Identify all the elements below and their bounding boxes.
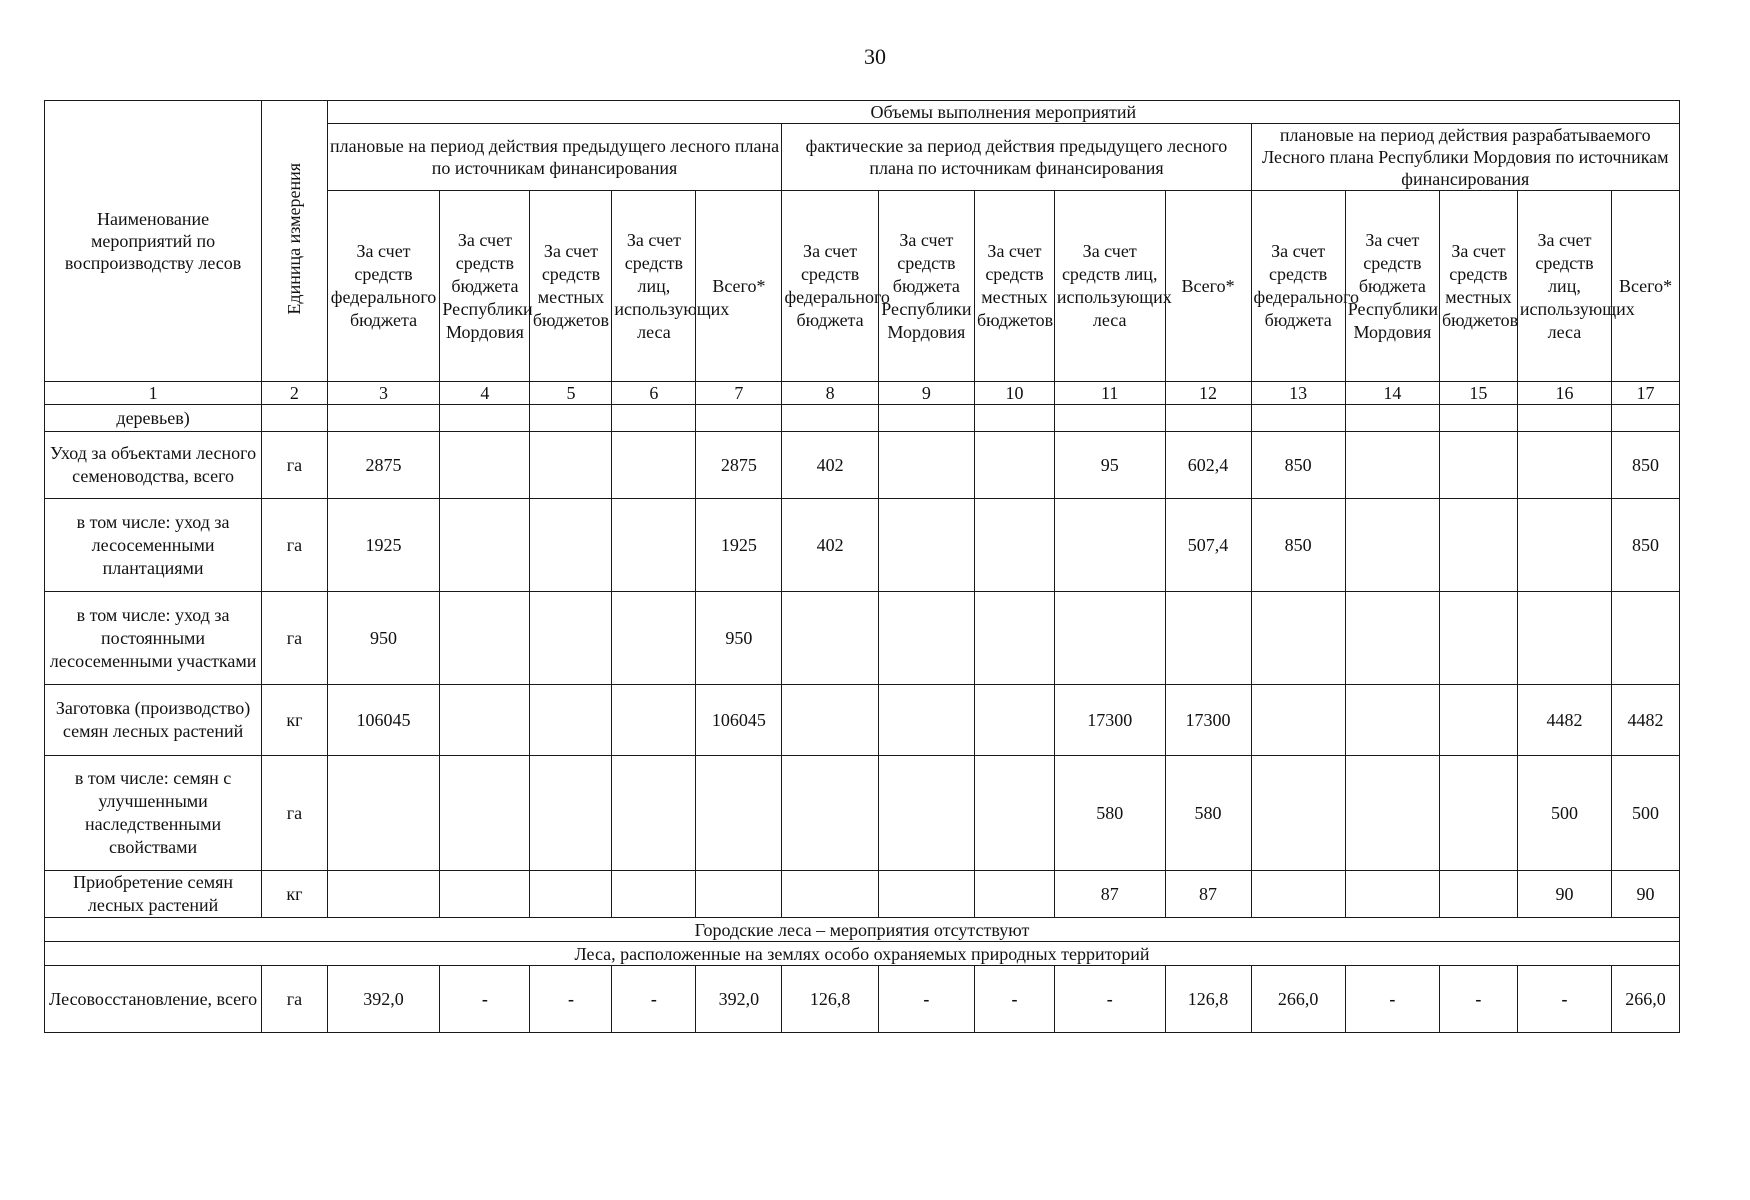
table-row [45, 756, 1680, 871]
cell [612, 499, 696, 592]
cell: 580 [1054, 756, 1165, 871]
cell: 507,4 [1165, 499, 1251, 592]
cell: 87 [1054, 871, 1165, 918]
cell [327, 756, 440, 871]
table-row [45, 685, 1680, 756]
cell: 500 [1612, 756, 1680, 871]
header-unit-column [262, 101, 328, 382]
cell: 90 [1612, 871, 1680, 918]
cell [1612, 405, 1680, 432]
cell: 126,8 [1165, 966, 1251, 1033]
cell: 266,0 [1251, 966, 1345, 1033]
row-name: Приобретение семян лесных растений [45, 871, 262, 918]
cell [327, 405, 440, 432]
cell [782, 405, 878, 432]
cell [1345, 756, 1439, 871]
cell [440, 871, 530, 918]
column-number: 4 [440, 382, 530, 405]
row-unit: га [262, 499, 328, 592]
cell [1054, 592, 1165, 685]
header-source: За счет средств бюджета Республики Мордовия [878, 191, 974, 382]
cell [1612, 592, 1680, 685]
header-source: Всего* [1612, 191, 1680, 382]
column-number: 9 [878, 382, 974, 405]
cell: - [1440, 966, 1518, 1033]
row-name: в том числе: уход за лесосеменными плантациями [45, 499, 262, 592]
cell [1440, 871, 1518, 918]
cell [1440, 756, 1518, 871]
cell: 87 [1165, 871, 1251, 918]
row-name: в том числе: семян с улучшенными наследственными свойствами [45, 756, 262, 871]
cell [878, 685, 974, 756]
cell [612, 685, 696, 756]
cell [1517, 592, 1611, 685]
row-name: Заготовка (производство) семян лесных растений [45, 685, 262, 756]
cell [1251, 871, 1345, 918]
header-source: За счет средств федерального бюджета [782, 191, 878, 382]
cell: 950 [696, 592, 782, 685]
section-protected-areas: Леса, расположенные на землях особо охраняемых природных территорий [45, 942, 1680, 966]
cell: - [975, 966, 1055, 1033]
header-source: За счет средств местных бюджетов [975, 191, 1055, 382]
cell [1517, 499, 1611, 592]
header-source: Всего* [1165, 191, 1251, 382]
column-number: 10 [975, 382, 1055, 405]
cell [262, 405, 328, 432]
cell [612, 871, 696, 918]
header-source: За счет средств местных бюджетов [530, 191, 612, 382]
cell [1517, 432, 1611, 499]
cell [1251, 756, 1345, 871]
cell [1054, 405, 1165, 432]
cell: 95 [1054, 432, 1165, 499]
cell [1251, 592, 1345, 685]
header-source: За счет средств федерального бюджета [327, 191, 440, 382]
cell: 1925 [696, 499, 782, 592]
cell [530, 685, 612, 756]
row-unit: га [262, 592, 328, 685]
cell: - [612, 966, 696, 1033]
cell: 17300 [1054, 685, 1165, 756]
cell: 4482 [1612, 685, 1680, 756]
row-name: Уход за объектами лесного семеноводства, всего [45, 432, 262, 499]
header-source: За счет средств бюджета Республики Мордовия [1345, 191, 1439, 382]
cell [530, 756, 612, 871]
section-row [45, 918, 1680, 942]
cell [975, 592, 1055, 685]
cell [530, 405, 612, 432]
row-name: в том числе: уход за постоянными лесосеменными участками [45, 592, 262, 685]
cell [1165, 592, 1251, 685]
cell [1440, 685, 1518, 756]
cell: 850 [1612, 499, 1680, 592]
cell [327, 871, 440, 918]
cell [440, 432, 530, 499]
cell: 2875 [327, 432, 440, 499]
cell: 2875 [696, 432, 782, 499]
cell: 602,4 [1165, 432, 1251, 499]
cell [975, 405, 1055, 432]
cell [1165, 405, 1251, 432]
cell [782, 871, 878, 918]
cell [878, 756, 974, 871]
cell: 1925 [327, 499, 440, 592]
cell: 106045 [696, 685, 782, 756]
header-group-actual-previous: фактические за период действия предыдущего лесного плана по источникам финансирования [782, 124, 1251, 191]
header-group-planned-previous: плановые на период действия предыдущего лесного плана по источникам финансирования [327, 124, 782, 191]
cell [1440, 405, 1518, 432]
column-number: 16 [1517, 382, 1611, 405]
header-group-planned-new: плановые на период действия разрабатываемого Лесного плана Республики Мордовия по источникам финансирования [1251, 124, 1679, 191]
cell [612, 756, 696, 871]
cell: - [1054, 966, 1165, 1033]
column-number: 6 [612, 382, 696, 405]
column-number: 17 [1612, 382, 1680, 405]
cell [782, 592, 878, 685]
column-number: 12 [1165, 382, 1251, 405]
table-row [45, 499, 1680, 592]
cell: 850 [1251, 499, 1345, 592]
page-number: 30 [864, 44, 886, 69]
cell: 106045 [327, 685, 440, 756]
cell: 950 [327, 592, 440, 685]
row-unit: га [262, 756, 328, 871]
cell [530, 592, 612, 685]
cell [1345, 405, 1439, 432]
cell [1251, 405, 1345, 432]
cell: - [878, 966, 974, 1033]
header-source: Всего* [696, 191, 782, 382]
header-volumes-title: Объемы выполнения мероприятий [327, 101, 1679, 124]
cell [530, 432, 612, 499]
cell: 266,0 [1612, 966, 1680, 1033]
column-number: 2 [262, 382, 328, 405]
header-name-column: Наименование мероприятий по воспроизводству лесов [45, 101, 262, 382]
cell [1440, 592, 1518, 685]
cell [1517, 405, 1611, 432]
row-name: деревьев) [45, 405, 262, 432]
cell [440, 405, 530, 432]
table-row [45, 871, 1680, 918]
cell [696, 756, 782, 871]
cell [440, 499, 530, 592]
cell [1440, 432, 1518, 499]
table-row [45, 432, 1680, 499]
section-row [45, 942, 1680, 966]
header-source: За счет средств федерального бюджета [1251, 191, 1345, 382]
header-source: За счет средств лиц, использующих леса [1517, 191, 1611, 382]
cell [975, 871, 1055, 918]
column-number: 13 [1251, 382, 1345, 405]
cell [782, 685, 878, 756]
cell: 580 [1165, 756, 1251, 871]
cell: - [1345, 966, 1439, 1033]
cell [612, 432, 696, 499]
cell [878, 432, 974, 499]
cell [1345, 592, 1439, 685]
header-source: За счет средств лиц, использующих леса [1054, 191, 1165, 382]
reforestation-table-sheet [44, 100, 1680, 1033]
cell: 4482 [1517, 685, 1611, 756]
column-number: 8 [782, 382, 878, 405]
cell: - [530, 966, 612, 1033]
cell [440, 756, 530, 871]
row-name: Лесовосстановление, всего [45, 966, 262, 1033]
cell [440, 592, 530, 685]
cell [530, 871, 612, 918]
cell [975, 432, 1055, 499]
cell [878, 405, 974, 432]
header-source: За счет средств бюджета Республики Мордовия [440, 191, 530, 382]
cell [696, 405, 782, 432]
header-unit-label: Единица измерения [284, 162, 305, 315]
cell [696, 871, 782, 918]
column-number: 1 [45, 382, 262, 405]
cell: 126,8 [782, 966, 878, 1033]
cell [1345, 499, 1439, 592]
cell: 402 [782, 432, 878, 499]
column-number: 11 [1054, 382, 1165, 405]
cell [1345, 685, 1439, 756]
cell [878, 871, 974, 918]
cell [975, 685, 1055, 756]
header-source: За счет средств местных бюджетов [1440, 191, 1518, 382]
cell: 850 [1612, 432, 1680, 499]
cell [975, 499, 1055, 592]
cell: 500 [1517, 756, 1611, 871]
cell [612, 405, 696, 432]
cell: 402 [782, 499, 878, 592]
table-row [45, 966, 1680, 1033]
cell [1251, 685, 1345, 756]
column-number: 5 [530, 382, 612, 405]
header-source: За счет средств лиц, использующих леса [612, 191, 696, 382]
cell [878, 592, 974, 685]
row-unit: кг [262, 871, 328, 918]
cell [1440, 499, 1518, 592]
cell [1054, 499, 1165, 592]
row-unit: кг [262, 685, 328, 756]
table-row [45, 592, 1680, 685]
cell: 17300 [1165, 685, 1251, 756]
column-number: 7 [696, 382, 782, 405]
column-number: 14 [1345, 382, 1439, 405]
cell: 392,0 [696, 966, 782, 1033]
cell [530, 499, 612, 592]
cell [612, 592, 696, 685]
cell [782, 756, 878, 871]
cell: - [440, 966, 530, 1033]
cell: 850 [1251, 432, 1345, 499]
cell [440, 685, 530, 756]
table-row [45, 405, 1680, 432]
section-urban-forests: Городские леса – мероприятия отсутствуют [45, 918, 1680, 942]
column-number: 15 [1440, 382, 1518, 405]
cell [878, 499, 974, 592]
cell [1345, 432, 1439, 499]
row-unit: га [262, 966, 328, 1033]
cell: 90 [1517, 871, 1611, 918]
column-number: 3 [327, 382, 440, 405]
cell [1345, 871, 1439, 918]
row-unit: га [262, 432, 328, 499]
cell [975, 756, 1055, 871]
cell: 392,0 [327, 966, 440, 1033]
reforestation-measures-table [44, 100, 1680, 1033]
cell: - [1517, 966, 1611, 1033]
